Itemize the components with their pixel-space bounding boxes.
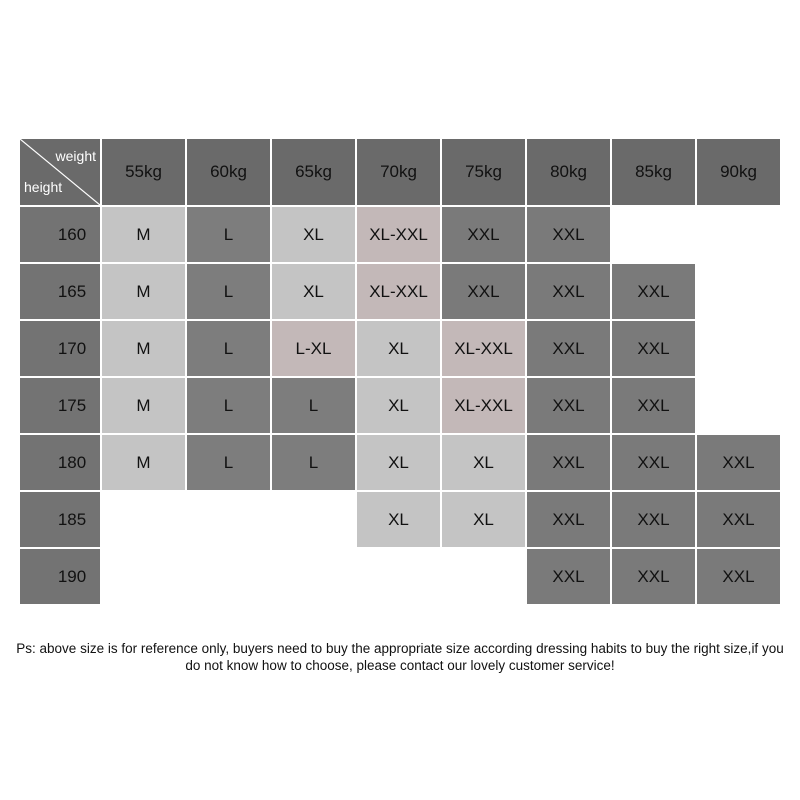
- size-cell: XXL: [697, 492, 780, 547]
- height-header: 160: [20, 207, 100, 262]
- size-cell: XXL: [612, 492, 695, 547]
- size-cell: [357, 549, 440, 604]
- height-header: 180: [20, 435, 100, 490]
- size-cell: XXL: [527, 264, 610, 319]
- size-cell: M: [102, 321, 185, 376]
- height-axis-label: height: [24, 179, 63, 195]
- size-cell: XL: [357, 378, 440, 433]
- size-cell: XL: [272, 207, 355, 262]
- size-cell: XXL: [697, 549, 780, 604]
- size-cell: XXL: [527, 378, 610, 433]
- weight-axis-label: weight: [55, 148, 96, 164]
- corner-header: [20, 139, 100, 205]
- reference-note: Ps: above size is for reference only, buyers need to buy the appropriate size according dressing habits to buy the right size,if you do not know how to choose, please contact our lovely customer service!: [16, 641, 784, 673]
- size-cell: XXL: [612, 321, 695, 376]
- size-chart-table: [18, 137, 782, 606]
- table-row: [20, 492, 780, 547]
- height-header: 165: [20, 264, 100, 319]
- size-cell: XXL: [442, 207, 525, 262]
- size-cell: XXL: [527, 435, 610, 490]
- size-cell: M: [102, 378, 185, 433]
- size-cell: M: [102, 264, 185, 319]
- weight-header: 90kg: [697, 139, 780, 205]
- size-cell: XXL: [527, 492, 610, 547]
- size-cell: L: [187, 435, 270, 490]
- table-row: [20, 549, 780, 604]
- height-header: 175: [20, 378, 100, 433]
- weight-header: 60kg: [187, 139, 270, 205]
- size-cell: XL-XXL: [442, 378, 525, 433]
- table-row: [20, 435, 780, 490]
- size-cell: [442, 549, 525, 604]
- size-cell: [612, 207, 695, 262]
- table-row: [20, 378, 780, 433]
- size-cell: [187, 549, 270, 604]
- size-cell: [697, 207, 780, 262]
- size-cell: XL: [442, 435, 525, 490]
- size-cell: L: [272, 378, 355, 433]
- weight-header: 70kg: [357, 139, 440, 205]
- size-cell: L: [187, 321, 270, 376]
- size-cell: XL: [442, 492, 525, 547]
- weight-header: 75kg: [442, 139, 525, 205]
- size-cell: L: [187, 264, 270, 319]
- size-cell: [102, 492, 185, 547]
- size-cell: M: [102, 435, 185, 490]
- table-row: [20, 321, 780, 376]
- size-cell: XL: [357, 321, 440, 376]
- height-header: 190: [20, 549, 100, 604]
- size-cell: [102, 549, 185, 604]
- size-cell: [187, 492, 270, 547]
- size-cell: XL-XXL: [357, 264, 440, 319]
- size-cell: XL-XXL: [357, 207, 440, 262]
- size-cell: XXL: [697, 435, 780, 490]
- size-cell: XL-XXL: [442, 321, 525, 376]
- weight-header: 55kg: [102, 139, 185, 205]
- header-row: [20, 139, 780, 205]
- size-cell: L: [187, 207, 270, 262]
- size-cell: M: [102, 207, 185, 262]
- table-row: [20, 207, 780, 262]
- size-cell: XXL: [612, 378, 695, 433]
- weight-header: 65kg: [272, 139, 355, 205]
- height-header: 170: [20, 321, 100, 376]
- size-cell: XXL: [527, 321, 610, 376]
- size-cell: XXL: [612, 435, 695, 490]
- size-cell: XXL: [612, 549, 695, 604]
- size-cell: XL: [357, 492, 440, 547]
- size-cell: XXL: [442, 264, 525, 319]
- size-cell: XXL: [527, 207, 610, 262]
- size-cell: L-XL: [272, 321, 355, 376]
- size-cell: XXL: [612, 264, 695, 319]
- height-header: 185: [20, 492, 100, 547]
- size-cell: L: [272, 435, 355, 490]
- size-cell: [272, 492, 355, 547]
- size-cell: [697, 378, 780, 433]
- weight-header: 85kg: [612, 139, 695, 205]
- size-cell: [697, 264, 780, 319]
- table-row: [20, 264, 780, 319]
- size-cell: L: [187, 378, 270, 433]
- size-cell: XL: [357, 435, 440, 490]
- size-cell: XXL: [527, 549, 610, 604]
- weight-header: 80kg: [527, 139, 610, 205]
- size-cell: [272, 549, 355, 604]
- size-cell: [697, 321, 780, 376]
- size-cell: XL: [272, 264, 355, 319]
